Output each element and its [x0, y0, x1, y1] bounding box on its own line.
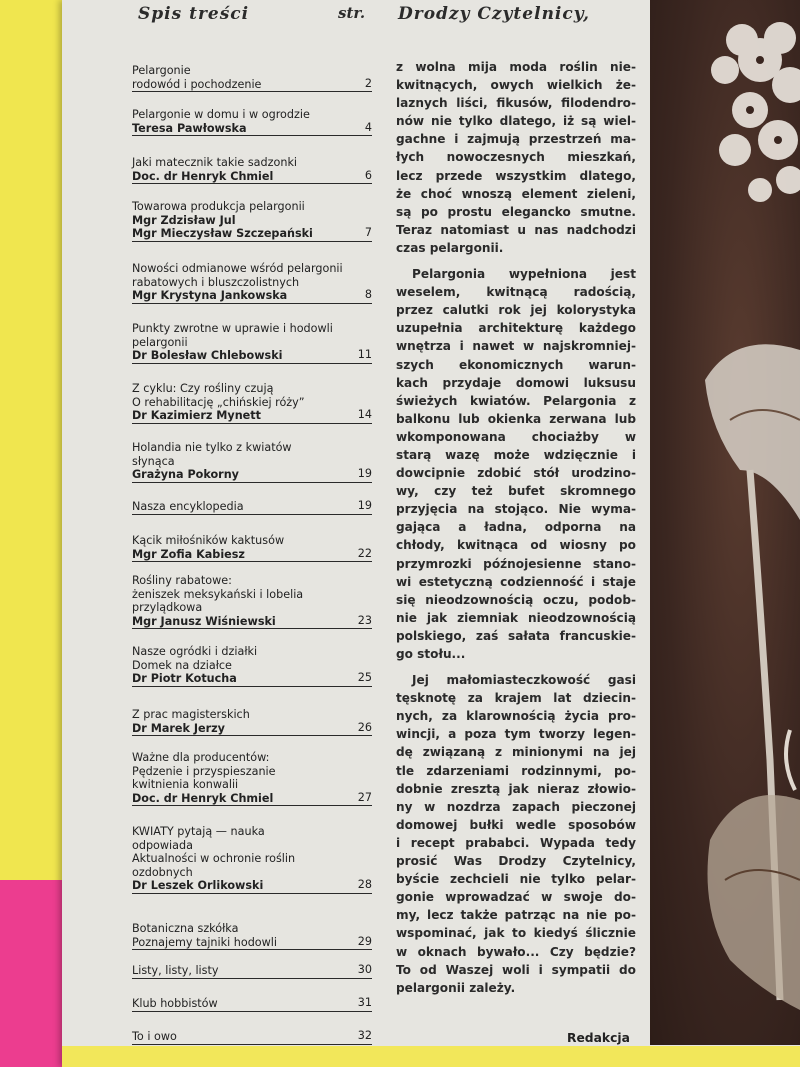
toc-entry-title-line: Nasza encyklopedia: [132, 500, 244, 513]
article-line: kach przydaje domowi luksusu: [396, 375, 636, 390]
toc-entry-title-line: Pelargonie w domu i w ogrodzie: [132, 108, 310, 121]
toc-entry-author: Grażyna Pokorny: [132, 468, 239, 482]
article-line: balkonu lub okienka zerwana lub: [396, 411, 636, 426]
toc-entry-title-line: Poznajemy tajniki hodowli: [132, 935, 278, 949]
toc-entry-page-number: 23: [357, 613, 372, 627]
article-line: że choć wnoszą element zieleni,: [396, 186, 636, 201]
toc-entry-author: Dr Piotr Kotucha: [132, 672, 237, 686]
toc-entry-page-number: 14: [357, 408, 372, 422]
toc-entry-title-line: Towarowa produkcja pelargonii: [132, 200, 305, 213]
toc-entry: [132, 262, 372, 304]
toc-entry-page-number: 22: [357, 546, 372, 560]
article-line: chłody, kwitnąca od wiosny po: [396, 538, 636, 553]
toc-entry-page-number: 28: [357, 878, 372, 892]
toc-entry-title-line: ozdobnych: [132, 865, 193, 879]
toc-entry: [132, 200, 372, 242]
toc-entry: [132, 751, 372, 806]
article-line: przez calutki rok jej kolorystyka: [396, 303, 636, 318]
toc-entry-title-line: Jaki matecznik takie sadzonki: [132, 156, 298, 169]
article-line: dobnie zresztą jak nieraz złowio-: [396, 781, 636, 796]
toc-entry-title-line: O rehabilitację „chińskiej róży”: [132, 395, 305, 409]
toc-entry: [132, 708, 372, 736]
article-line: Pelargonia wypełniona jest: [412, 267, 636, 282]
article-line: wnętrza i nawet w najskromniej-: [396, 339, 636, 354]
article-line: starą wazę może wdzięcznie i: [396, 447, 636, 462]
toc-entry-author: Doc. dr Henryk Chmiel: [132, 169, 274, 183]
toc-entry-title-line: Punkty zwrotne w uprawie i hodowli: [132, 322, 333, 335]
toc-entry-page-number: 4: [364, 120, 372, 134]
toc-entry: [132, 645, 372, 687]
toc-entry-author: Doc. dr Henryk Chmiel: [132, 791, 274, 805]
article-line: wspominać, jak to kiedyś ślicznie: [396, 926, 636, 941]
article-line: my, lecz także patrząc na nie po-: [396, 908, 636, 923]
toc-entry-title-line: To i owo: [132, 1030, 177, 1043]
toc-entry: [132, 534, 372, 562]
toc-entry: [132, 964, 372, 979]
toc-entry-title-line: Rośliny rabatowe:: [132, 574, 232, 587]
toc-entry-title-line: Ważne dla producentów:: [132, 751, 270, 764]
toc-entry-title-line: przylądkowa: [132, 601, 203, 615]
article-line: uzupełnia architekturę każdego: [396, 321, 636, 336]
article-line: go stołu...: [396, 647, 466, 661]
article-line: kwitnących, owych wielkich że-: [396, 78, 636, 93]
article-line: w oknach bywało... Czy będzie?: [396, 944, 636, 959]
toc-entry-page-number: 31: [357, 996, 372, 1009]
paragraph-gap: [396, 257, 636, 265]
toc-entry-title-line: Z prac magisterskich: [132, 708, 250, 721]
toc-entry: [132, 441, 372, 483]
toc-entry-page-number: 19: [357, 499, 372, 512]
article-line: gachne i zajmują przestrzeń ma-: [396, 132, 636, 147]
toc-entry-title-line: rodowód i pochodzenie: [132, 77, 262, 91]
article-line: przymrozki późnojesienne stano-: [396, 556, 636, 571]
toc-entry-page-number: 11: [357, 348, 372, 362]
toc-entry: [132, 574, 372, 629]
article-line: pelargonii zależy.: [396, 980, 516, 995]
pelargonium-illustration: [650, 0, 800, 1045]
toc-entry-title-line: KWIATY pytają — nauka: [132, 825, 265, 838]
toc-entry-title-line: Domek na działce: [132, 658, 232, 672]
toc-entry-page-number: 26: [357, 720, 372, 734]
article-line: ny w nozdrza zapach pieczonej: [396, 799, 636, 814]
toc-entry: [132, 997, 372, 1012]
toc-entry: [132, 108, 372, 136]
toc-entry-title-line: Nowości odmianowe wśród pelargonii: [132, 262, 343, 275]
toc-entry: [132, 922, 372, 950]
toc-entry-page-number: 6: [364, 168, 372, 182]
toc-entry-author: Mgr Janusz Wiśniewski: [132, 614, 276, 628]
article-line: wy, czy też bufet skromnego: [396, 484, 636, 499]
article-line: gająca a ładna, odporna na: [396, 520, 636, 535]
article-line: świeżych kwiatów. Pelargonia z: [396, 393, 636, 408]
toc-entry-page-number: 8: [364, 288, 372, 302]
editorial-article: [396, 58, 636, 997]
toc-entry-page-number: 27: [357, 790, 372, 804]
article-line: wincji, a poza tym tworzy legen-: [396, 727, 636, 742]
toc-entry-page-number: 25: [357, 671, 372, 685]
toc-entry-author: Mgr Zofia Kabiesz: [132, 547, 245, 561]
toc-entry-author: Mgr Mieczysław Szczepański: [132, 227, 313, 241]
article-line: weselem, kwitnącą radością,: [396, 285, 636, 300]
article-line: dę związaną z minionymi na jej: [396, 745, 636, 760]
toc-entry-title-line: Aktualności w ochronie roślin: [132, 852, 296, 866]
article-line: z wolna mija moda roślin nie-: [396, 60, 636, 74]
toc-entry: [132, 500, 372, 515]
article-line: przyjęcia na stojąco. Nie wyma-: [396, 502, 636, 517]
article-line: gonie wprowadzać w swoje do-: [396, 890, 636, 905]
article-line: To od Waszej woli i sympatii do: [396, 962, 636, 977]
article-line: polskiego, zaś sałata francuskie-: [396, 628, 636, 643]
article-line: wi estetyczną codzienność i staje: [396, 574, 636, 589]
article-line: laznych liści, fikusów, filodendro-: [396, 96, 636, 111]
toc-entry-author: Dr Bolesław Chlebowski: [132, 349, 283, 363]
toc-entry-page-number: 30: [357, 963, 372, 976]
toc-entry-title-line: Botaniczna szkółka: [132, 922, 239, 935]
flower-photo: [650, 0, 800, 1045]
toc-entry-page-number: 29: [357, 934, 372, 948]
article-line: prosić Was Drodzy Czytelnicy,: [396, 854, 636, 869]
toc-entry-title-line: Holandia nie tylko z kwiatów: [132, 441, 292, 454]
article-line: lecz przede wszystkim dlatego,: [396, 168, 636, 183]
toc-entry-title-line: odpowiada: [132, 838, 193, 852]
toc-entry-title-line: żeniszek meksykański i lobelia: [132, 587, 304, 601]
article-line: łych nowoczesnych mieszkań,: [396, 150, 636, 165]
magazine-edge-pink: [0, 880, 66, 1067]
toc-entry: [132, 825, 372, 894]
toc-entry-title-line: Klub hobbistów: [132, 997, 218, 1010]
toc-entry-title-line: Nasze ogródki i działki: [132, 645, 258, 658]
article-line: Teraz natomiast u nas nadchodzi: [396, 222, 636, 237]
article-line: tle zdarzeniami rodzinnymi, po-: [396, 763, 636, 778]
toc-entry: [132, 322, 372, 364]
page-column-heading: str.: [338, 4, 366, 22]
article-greeting: Drodzy Czytelnicy,: [398, 4, 590, 24]
article-line: się nieodzownością oczu, podob-: [396, 592, 636, 607]
toc-entry-author: Dr Marek Jerzy: [132, 721, 225, 735]
toc-entry: [132, 156, 372, 184]
toc-entry-author: Teresa Pawłowska: [132, 121, 247, 135]
toc-entry-page-number: 32: [357, 1029, 372, 1042]
toc-entry-page-number: 19: [357, 467, 372, 481]
toc-entry-page-number: 7: [364, 226, 372, 240]
toc-entry: [132, 1030, 372, 1045]
toc-entry-author: Mgr Zdzisław Jul: [132, 213, 236, 227]
toc-entry-title-line: słynąca: [132, 454, 175, 468]
toc-entry-title-line: Kącik miłośników kaktusów: [132, 534, 285, 547]
article-line: dowcipnie zdobić stół urodzino-: [396, 466, 636, 481]
toc-entry: [132, 64, 372, 92]
toc-entry-title-line: Pelargonie: [132, 64, 191, 77]
toc-entry-title-line: pelargonii: [132, 335, 188, 349]
toc-entry-author: Mgr Krystyna Jankowska: [132, 289, 288, 303]
article-line: i recept prababci. Wypada tedy: [396, 835, 636, 850]
next-page-strip: [62, 1046, 800, 1067]
toc-heading: Spis treści: [138, 4, 250, 24]
toc-entry-author: Dr Kazimierz Mynett: [132, 409, 261, 423]
article-line: wkomponowana chociażby w: [396, 429, 636, 444]
article-line: nie jak ziemniak nieodzownością: [396, 610, 636, 625]
article-line: tęsknotę za krajem lat dziecin-: [396, 691, 636, 706]
article-line: są po prostu elegancko smutne.: [396, 204, 636, 219]
article-signature: Redakcja: [567, 1031, 630, 1045]
article-line: nych, za klarownością życia pro-: [396, 709, 636, 724]
article-line: czas pelargonii.: [396, 240, 504, 255]
article-line: Jej małomiasteczkowość gasi: [412, 673, 636, 688]
toc-entry-page-number: 2: [364, 76, 372, 90]
article-line: nów nie tylko dlatego, iż są wiel-: [396, 114, 636, 129]
toc-entry-title-line: rabatowych i bluszczolistnych: [132, 275, 300, 289]
paragraph-gap: [396, 663, 636, 671]
toc-entry: [132, 382, 372, 424]
article-line: domowej bułki wedle sposobów: [396, 817, 636, 832]
toc-entry-title-line: Pędzenie i przyspieszanie: [132, 764, 276, 778]
toc-entry-title-line: kwitnienia konwalii: [132, 778, 239, 792]
toc-entry-title-line: Listy, listy, listy: [132, 964, 219, 977]
toc-entry-title-line: Z cyklu: Czy rośliny czują: [132, 382, 274, 395]
article-line: szych ekonomicznych warun-: [396, 357, 636, 372]
article-line: byście zechcieli nie tylko pelar-: [396, 872, 636, 887]
toc-entry-author: Dr Leszek Orlikowski: [132, 879, 264, 893]
